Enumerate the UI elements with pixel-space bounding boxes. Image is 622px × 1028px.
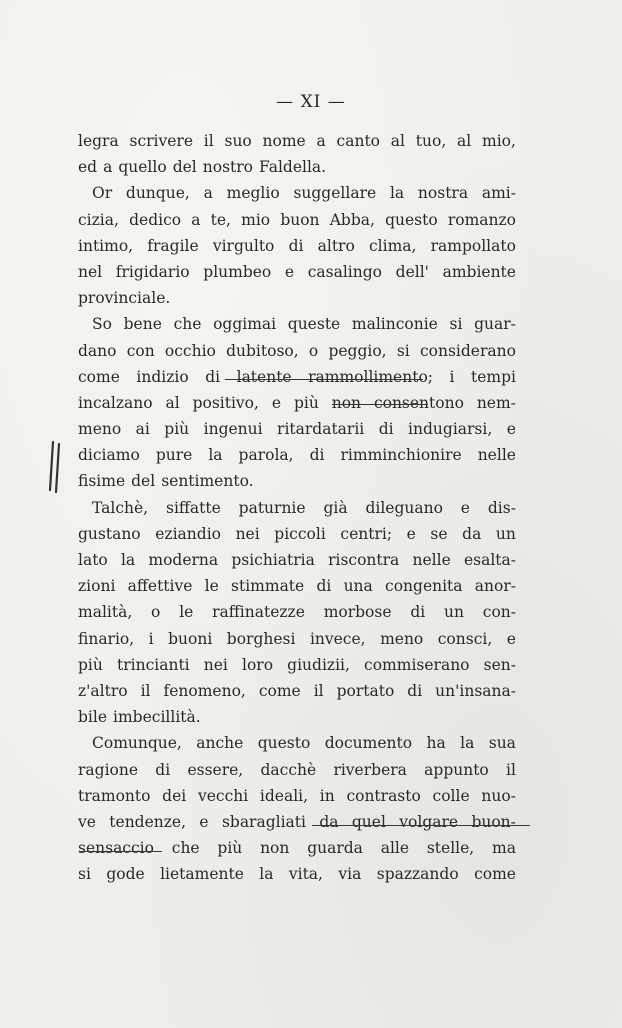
word: la	[259, 865, 274, 884]
word: il	[313, 681, 324, 700]
word: dano	[78, 341, 117, 360]
text-line	[78, 154, 516, 180]
word: legra	[78, 132, 119, 150]
word: ai	[135, 420, 150, 439]
word: più	[78, 655, 103, 674]
body-text	[78, 128, 516, 887]
word: moderna	[148, 551, 219, 569]
word: al	[165, 393, 180, 412]
word: e	[406, 524, 416, 543]
word: dileguano	[365, 498, 443, 517]
word: il	[203, 132, 214, 150]
word: siffatte	[165, 498, 221, 517]
word: dei	[162, 786, 187, 805]
word: incalzano	[78, 393, 153, 412]
word: di	[288, 236, 304, 255]
word: fisime	[78, 472, 126, 491]
word: già	[323, 498, 348, 517]
word: nei	[203, 655, 228, 674]
word: malinconie	[351, 315, 438, 334]
word: spazzando	[376, 865, 459, 884]
text-line	[78, 180, 516, 206]
word: casalingo	[307, 262, 383, 281]
word: sensaccio	[78, 839, 154, 858]
word: nostro	[202, 158, 253, 177]
word: considerano	[419, 341, 516, 360]
word: suggellare	[293, 184, 377, 203]
page-folio: — XI —	[276, 92, 346, 112]
word: ritardatarii	[277, 420, 365, 439]
word: più	[217, 839, 243, 858]
underline-sensaccio	[80, 851, 162, 852]
word: del	[131, 472, 156, 491]
word: dedico	[129, 210, 182, 229]
word: psichiatria	[231, 551, 315, 569]
word: la	[389, 184, 405, 203]
word: come	[258, 681, 301, 700]
word: i	[148, 629, 154, 648]
text-line	[78, 783, 516, 809]
word: borghesi	[226, 629, 296, 648]
text-line	[78, 861, 516, 887]
text-line	[78, 835, 516, 861]
text-line	[78, 233, 516, 259]
underline-volgare-buonsensaccio	[312, 825, 530, 826]
word: finario,	[78, 629, 135, 648]
word: volgare	[399, 812, 459, 831]
word: centri;	[340, 524, 393, 543]
word: ami-	[481, 184, 516, 203]
word: la	[208, 446, 223, 465]
word: nelle	[477, 446, 516, 465]
word: colle	[432, 786, 470, 805]
word: Comunque,	[92, 734, 182, 753]
word: a	[203, 184, 213, 203]
word: di	[205, 367, 221, 386]
word: le	[204, 577, 219, 596]
word: parola,	[238, 446, 294, 465]
word: buoni	[168, 629, 213, 648]
word: raffinatezze	[212, 603, 305, 622]
word: questo	[257, 734, 311, 753]
word: gode	[106, 865, 145, 884]
word: tempi	[471, 367, 516, 386]
word: fenomeno,	[163, 681, 246, 700]
word: con	[126, 341, 155, 360]
text-line	[78, 311, 516, 337]
word: che	[173, 315, 202, 334]
word: provinciale.	[78, 289, 171, 308]
word: sen-	[483, 655, 516, 674]
word: al	[457, 132, 472, 150]
text-line	[78, 259, 516, 285]
word: sbaragliati	[221, 812, 306, 831]
word: documento	[324, 734, 413, 753]
word: e	[506, 629, 516, 648]
word: altro	[317, 236, 355, 255]
word: sua	[488, 734, 516, 753]
word: nelle	[412, 551, 451, 569]
word: z'altro	[78, 681, 128, 700]
word: e	[284, 262, 295, 281]
word: di	[410, 603, 426, 622]
word: che	[171, 839, 200, 858]
word: esalta-	[463, 551, 516, 569]
word: di	[316, 577, 332, 596]
text-line	[78, 757, 516, 783]
word: dell'	[395, 262, 429, 281]
word: essere,	[187, 760, 244, 779]
word: come	[78, 367, 120, 386]
word: diciamo	[78, 446, 140, 465]
word: latente	[236, 367, 292, 386]
word: rammollimento;	[308, 367, 433, 386]
word: in	[319, 786, 335, 805]
word: invece,	[309, 629, 366, 648]
word: ha	[426, 734, 446, 753]
word: consentono	[373, 393, 464, 412]
word: meno	[380, 629, 424, 648]
word: non	[260, 839, 290, 858]
word: vita,	[288, 865, 323, 884]
word: il	[506, 760, 516, 779]
word: nuo-	[481, 786, 516, 805]
word: virgulto	[212, 236, 275, 255]
word: ingenui	[203, 420, 263, 439]
word: intimo,	[78, 236, 134, 255]
word: pure	[155, 446, 193, 465]
word: stimmate	[231, 577, 305, 596]
word: So	[92, 315, 112, 334]
word: a	[103, 158, 113, 177]
word: sentimento.	[161, 472, 254, 491]
word: una	[343, 577, 373, 596]
word: appunto	[424, 760, 489, 779]
text-line	[78, 338, 516, 364]
word: paturnie	[238, 498, 306, 517]
word: lietamente	[160, 865, 244, 884]
text-line	[78, 416, 516, 442]
word: ambiente	[442, 262, 516, 281]
word: cizia,	[78, 210, 119, 229]
text-line	[78, 364, 516, 390]
word: di	[155, 760, 171, 779]
word: meno	[78, 420, 122, 439]
word: romanzo	[447, 210, 516, 229]
word: ideali,	[259, 786, 309, 805]
word: se	[430, 524, 448, 543]
word: dacchè	[260, 760, 317, 779]
word: occhio	[164, 341, 216, 360]
word: quel	[351, 812, 386, 831]
word: o	[308, 341, 319, 360]
text-line	[78, 390, 516, 416]
word: portato	[336, 681, 395, 700]
word: a	[191, 210, 201, 229]
word: buon-	[471, 812, 516, 831]
word: imbecillità.	[113, 708, 201, 727]
word: malità,	[78, 603, 133, 622]
word: trincianti	[117, 655, 190, 674]
word: a	[316, 132, 326, 150]
word: guarda	[307, 839, 363, 858]
word: affettive	[127, 577, 193, 596]
word: buon	[280, 210, 320, 229]
word: nostra	[417, 184, 469, 203]
word: Talchè,	[92, 498, 149, 517]
text-line	[78, 521, 516, 547]
word: consci,	[437, 629, 493, 648]
word: lato	[78, 551, 108, 569]
word: gustano	[78, 524, 141, 543]
word: dubitoso,	[226, 341, 299, 360]
word: alle	[380, 839, 410, 858]
word: te,	[210, 210, 231, 229]
word: Faldella.	[259, 158, 327, 177]
word: tendenze,	[109, 812, 187, 831]
word: da	[319, 812, 339, 831]
word: queste	[287, 315, 341, 334]
word: si	[396, 341, 410, 360]
word: indugiarsi,	[408, 420, 493, 439]
word: riverbera	[333, 760, 407, 779]
word: positivo,	[192, 393, 259, 412]
underline-consentono	[332, 404, 428, 405]
word: via	[338, 865, 362, 884]
word: mio	[241, 210, 271, 229]
word: e	[199, 812, 209, 831]
text-line	[78, 652, 516, 678]
word: commiserano	[364, 655, 470, 674]
word: di	[407, 681, 423, 700]
word: un	[495, 524, 516, 543]
underline-latente-rammollimento	[225, 379, 423, 380]
word: tramonto	[78, 786, 151, 805]
word: questo	[385, 210, 438, 229]
word: anche	[196, 734, 244, 753]
word: giudizii,	[287, 655, 350, 674]
word: al	[390, 132, 405, 150]
word: zioni	[78, 577, 116, 596]
word: nome	[262, 132, 306, 150]
word: stelle,	[426, 839, 475, 858]
word: ve	[78, 812, 96, 831]
word: indizio	[136, 367, 189, 386]
word: plumbeo	[203, 262, 272, 281]
word: rampollato	[430, 236, 516, 255]
text-line	[78, 730, 516, 756]
word: vecchi	[197, 786, 249, 805]
word: clima,	[368, 236, 417, 255]
word: il	[140, 681, 151, 700]
word: si	[78, 865, 91, 884]
text-line	[78, 442, 516, 468]
word: di	[378, 420, 394, 439]
word: più	[293, 393, 319, 412]
word: la	[120, 551, 136, 569]
word: guar-	[474, 315, 516, 334]
text-line	[78, 128, 516, 154]
word: congenita	[385, 577, 463, 596]
text-line	[78, 573, 516, 599]
word: da	[462, 524, 482, 543]
word: si	[449, 315, 463, 334]
word: ma	[492, 839, 516, 858]
word: rimminchionire	[340, 446, 462, 465]
text-line	[78, 678, 516, 704]
text-line	[78, 468, 516, 494]
word: i	[449, 367, 455, 386]
word: dis-	[487, 498, 516, 517]
word: eziandio	[155, 524, 221, 543]
word: bile	[78, 708, 108, 727]
text-line	[78, 285, 516, 311]
word: quello	[118, 158, 167, 177]
word: un'insana-	[435, 681, 516, 700]
word: oggimai	[213, 315, 277, 334]
word: suo	[224, 132, 252, 150]
word: e	[271, 393, 282, 412]
word: del	[172, 158, 197, 177]
word: nel	[78, 262, 103, 281]
word: nei	[235, 524, 260, 543]
text-line	[78, 704, 516, 730]
word: Or	[92, 184, 113, 203]
word: riscontra	[328, 551, 400, 569]
word: Abba,	[329, 210, 375, 229]
word: come	[474, 865, 516, 884]
word: bene	[123, 315, 162, 334]
word: ragione	[78, 760, 139, 779]
word: di	[309, 446, 325, 465]
text-line	[78, 495, 516, 521]
word: un	[444, 603, 464, 622]
word: più	[164, 420, 190, 439]
word: contrasto	[346, 786, 421, 805]
text-line	[78, 809, 516, 835]
text-line	[78, 547, 516, 573]
word: ed	[78, 158, 98, 177]
word: morbose	[323, 603, 392, 622]
word: mio,	[482, 132, 516, 150]
word: con-	[482, 603, 516, 622]
word: piccoli	[274, 524, 326, 543]
word: tuo,	[415, 132, 447, 150]
word: non	[331, 393, 362, 412]
text-line	[78, 207, 516, 233]
word: peggio,	[328, 341, 387, 360]
word: e	[506, 420, 516, 439]
word: le	[179, 603, 194, 622]
word: fragile	[147, 236, 199, 255]
word: meglio	[226, 184, 280, 203]
text-line	[78, 626, 516, 652]
margin-pencil-mark	[46, 440, 62, 494]
word: la	[460, 734, 475, 753]
word: frigidario	[115, 262, 190, 281]
word: scrivere	[129, 132, 193, 150]
word: e	[460, 498, 470, 517]
word: loro	[242, 655, 274, 674]
word: canto	[336, 132, 381, 150]
word: anor-	[474, 577, 516, 596]
text-line	[78, 599, 516, 625]
word: o	[151, 603, 161, 622]
word: nem-	[476, 393, 516, 412]
word: dunque,	[125, 184, 190, 203]
